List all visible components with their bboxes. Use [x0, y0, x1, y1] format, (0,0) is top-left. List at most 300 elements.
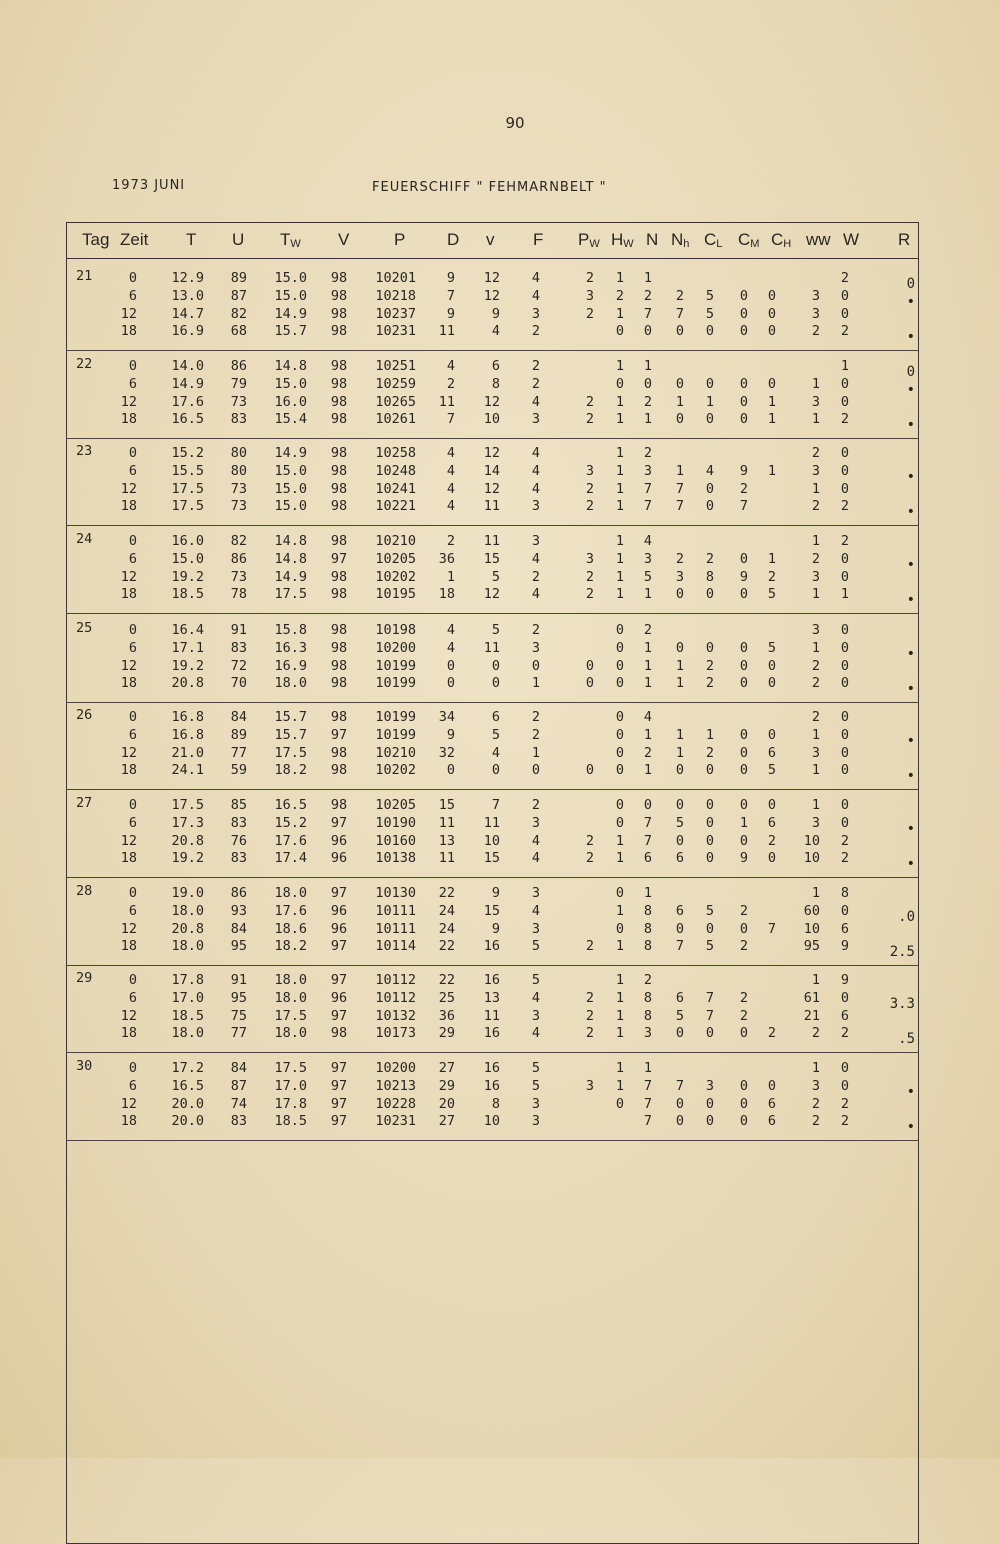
table-cell: 5 — [767, 762, 777, 779]
table-cell: • — [906, 820, 915, 837]
table-cell: 0 — [705, 797, 715, 813]
table-cell: 0 — [739, 411, 749, 428]
table-cell: 2 — [585, 850, 595, 867]
table-cell: 1 — [643, 639, 653, 656]
table-cell: 87 — [230, 1077, 247, 1094]
table-cell: 0 — [705, 1113, 715, 1130]
table-cell: 97 — [330, 972, 348, 988]
table-cell: 16.5 — [171, 411, 204, 428]
table-cell: 2 — [675, 287, 685, 304]
table-cell: 36 — [438, 550, 455, 567]
table-cell: 18.0 — [274, 885, 307, 901]
table-cell: 11 — [483, 498, 500, 515]
table-cell: 0 — [705, 762, 715, 779]
table-cell: 1 — [811, 1060, 820, 1076]
table-cell: 0 — [705, 814, 715, 831]
table-cell: 0 — [705, 639, 715, 656]
table-cell: 4 — [531, 586, 541, 603]
table-cell: 0 — [615, 323, 625, 340]
table-cell: 15.0 — [274, 462, 307, 479]
table-cell: 91 — [230, 622, 247, 638]
table-cell: 6 — [767, 744, 777, 761]
table-cell: 19.2 — [171, 568, 204, 585]
table-cell: 1 — [615, 989, 625, 1006]
table-cell: 20.8 — [171, 832, 204, 849]
table-cell: 2 — [840, 498, 850, 515]
table-cell: 0 — [705, 480, 715, 497]
table-cell: 14 — [483, 462, 500, 479]
table-cell: 2 — [643, 622, 653, 638]
table-cell: 0 — [840, 657, 850, 674]
table-cell: • — [906, 768, 915, 785]
table-cell: 1 — [767, 411, 777, 428]
table-cell: 5 — [705, 305, 715, 322]
table-cell: 17.0 — [171, 989, 204, 1006]
table-cell: 8 — [643, 902, 653, 919]
table-cell: 5 — [767, 639, 777, 656]
table-cell: 5 — [705, 902, 715, 919]
table-cell: 0 — [705, 411, 715, 428]
table-cell: 2 — [705, 675, 715, 692]
table-cell: 0 — [446, 762, 455, 779]
table-cell: 2 — [643, 972, 653, 988]
table-cell: • — [906, 1083, 915, 1100]
table-cell: 3 — [531, 1007, 541, 1024]
table-cell: 1 — [643, 586, 653, 603]
table-cell: 1 — [811, 375, 820, 392]
table-cell: • — [906, 732, 915, 749]
table-cell: 0 — [840, 762, 850, 779]
table-cell: 75 — [230, 1007, 247, 1024]
table-cell: 2 — [446, 533, 455, 549]
table-cell: 2 — [585, 411, 595, 428]
table-cell: 0 — [675, 1113, 685, 1130]
table-cell: 91 — [230, 972, 247, 988]
table-cell: 18.5 — [274, 1113, 307, 1130]
col-header-n: N — [646, 230, 659, 249]
table-cell: 10114 — [375, 938, 416, 955]
table-cell: 19.2 — [171, 657, 204, 674]
col-header-tag: Tag — [82, 230, 110, 249]
table-cell: 1 — [811, 586, 820, 603]
table-cell: 2 — [811, 709, 820, 725]
table-cell: 12 — [483, 287, 500, 304]
table-cell: 1 — [675, 462, 685, 479]
table-cell: 2 — [840, 411, 850, 428]
table-cell: 1 — [615, 462, 625, 479]
table-cell: 12 — [483, 586, 500, 603]
day-label: 30 — [76, 1058, 93, 1074]
table-cell: 3 — [531, 920, 541, 937]
table-cell: 1 — [615, 445, 625, 461]
table-cell: 18.0 — [171, 1025, 204, 1042]
table-cell: 97 — [330, 938, 348, 955]
table-cell: 4 — [531, 480, 541, 497]
day-label: 28 — [76, 883, 93, 899]
table-cell: 82 — [230, 533, 247, 549]
table-cell: 17.0 — [274, 1077, 307, 1094]
table-cell: 0 — [739, 726, 749, 743]
table-cell: 0 — [767, 375, 777, 392]
table-cell: 16.9 — [274, 657, 307, 674]
day-separator — [66, 525, 919, 526]
table-cell: 1 — [811, 480, 820, 497]
table-cell: 4 — [446, 622, 455, 638]
table-cell: 0 — [739, 287, 749, 304]
table-cell: 2 — [585, 1025, 595, 1042]
table-cell: 0 — [491, 762, 500, 779]
table-cell: • — [906, 381, 915, 398]
table-cell: 3 — [643, 550, 653, 567]
table-cell: 0 — [739, 639, 749, 656]
table-cell: 5 — [531, 938, 541, 955]
table-cell: 7 — [675, 1077, 685, 1094]
table-cell: 4 — [531, 445, 541, 461]
table-cell: 1 — [615, 393, 625, 410]
table-cell: 10205 — [375, 550, 416, 567]
table-cell: 8 — [840, 885, 850, 901]
table-cell: 1 — [615, 550, 625, 567]
table-cell: 24.1 — [171, 762, 204, 779]
table-cell: 6 — [128, 462, 137, 479]
table-cell: 0 — [840, 1077, 850, 1094]
table-cell: 1 — [615, 938, 625, 955]
table-cell: 16.8 — [171, 726, 204, 743]
table-cell: 0 — [840, 462, 850, 479]
table-cell: 59 — [230, 762, 247, 779]
table-cell: 12 — [120, 832, 137, 849]
table-cell: 12 — [483, 393, 500, 410]
table-cell: 18 — [120, 1025, 137, 1042]
table-cell: 8 — [643, 1007, 653, 1024]
table-cell: 0 — [840, 375, 850, 392]
table-cell: 16.9 — [171, 323, 204, 340]
table-cell: 0 — [906, 364, 915, 380]
table-cell: 0 — [705, 375, 715, 392]
table-cell: 80 — [230, 445, 247, 461]
table-cell: 1 — [615, 480, 625, 497]
table-cell: 9 — [491, 885, 500, 901]
table-cell: 5 — [705, 938, 715, 955]
table-cell: 0 — [705, 850, 715, 867]
table-cell: 2 — [531, 568, 541, 585]
table-cell: 3 — [811, 462, 820, 479]
table-cell: 15.7 — [274, 726, 307, 743]
table-cell: 4 — [531, 270, 541, 286]
table-cell: 0 — [675, 1025, 685, 1042]
table-cell: 2 — [840, 533, 850, 549]
table-cell: 1 — [840, 358, 850, 374]
day-separator — [66, 877, 919, 878]
table-cell: 1 — [615, 972, 625, 988]
table-cell: 18 — [120, 1113, 137, 1130]
col-header-v: V — [338, 230, 350, 249]
table-cell: 25 — [438, 989, 455, 1006]
table-cell: 0 — [675, 920, 685, 937]
table-cell: 3 — [531, 411, 541, 428]
table-cell: 17.8 — [171, 972, 204, 988]
table-cell: 97 — [330, 1007, 348, 1024]
table-cell: 7 — [643, 305, 653, 322]
table-cell: 14.8 — [274, 533, 307, 549]
table-cell: 7 — [446, 287, 455, 304]
table-cell: 6 — [767, 1095, 777, 1112]
table-cell: 8 — [491, 375, 500, 392]
table-cell: 0 — [840, 797, 850, 813]
table-cell: 18.0 — [171, 902, 204, 919]
table-cell: 0 — [840, 902, 850, 919]
table-cell: 34 — [438, 709, 455, 725]
table-cell: 0 — [739, 375, 749, 392]
table-cell: 98 — [330, 287, 348, 304]
table-cell: 12 — [120, 744, 137, 761]
table-cell: 0 — [739, 657, 749, 674]
table-cell: 10 — [483, 832, 500, 849]
table-cell: 7 — [643, 832, 653, 849]
table-cell: 98 — [330, 744, 348, 761]
table-cell: 1 — [811, 411, 820, 428]
table-cell: 0 — [675, 375, 685, 392]
table-cell: 10248 — [375, 462, 416, 479]
table-cell: 17.5 — [274, 1007, 307, 1024]
table-cell: 4 — [491, 323, 500, 340]
table-cell: 77 — [230, 1025, 247, 1042]
table-cell: 3 — [643, 1025, 653, 1042]
table-cell: 7 — [675, 938, 685, 955]
table-cell: 68 — [230, 323, 247, 340]
table-cell: 7 — [643, 1095, 653, 1112]
table-cell: 0 — [675, 411, 685, 428]
table-cell: 0 — [585, 762, 595, 779]
table-cell: • — [906, 1119, 915, 1136]
table-cell: 0 — [615, 885, 625, 901]
table-cell: 4 — [531, 989, 541, 1006]
day-label: 21 — [76, 268, 93, 284]
table-cell: 79 — [230, 375, 247, 392]
table-cell: 14.9 — [171, 375, 204, 392]
table-cell: 0 — [840, 287, 850, 304]
table-cell: 3 — [811, 622, 820, 638]
table-cell: 12 — [120, 393, 137, 410]
table-cell: 0 — [840, 989, 850, 1006]
table-cell: 0 — [128, 1060, 137, 1076]
table-cell: 10112 — [375, 972, 416, 988]
table-cell: 97 — [330, 1095, 348, 1112]
table-cell: 0 — [705, 323, 715, 340]
table-cell: 83 — [230, 850, 247, 867]
table-cell: 2 — [840, 850, 850, 867]
table-cell: 7 — [643, 1113, 653, 1130]
table-cell: 3 — [811, 1077, 820, 1094]
table-cell: 6 — [128, 639, 137, 656]
table-cell: 10265 — [375, 393, 416, 410]
table-cell: 0 — [491, 657, 500, 674]
table-cell: 89 — [230, 726, 247, 743]
table-cell: 12 — [120, 1095, 137, 1112]
table-cell: 4 — [531, 550, 541, 567]
table-cell: 1 — [675, 393, 685, 410]
table-cell: 2 — [811, 657, 820, 674]
table-cell: 3 — [531, 639, 541, 656]
table-cell: 14.8 — [274, 550, 307, 567]
table-cell: 0 — [840, 675, 850, 692]
table-cell: 4 — [446, 480, 455, 497]
table-cell: 16.0 — [171, 533, 204, 549]
table-cell: 16.5 — [274, 797, 307, 813]
table-cell: 4 — [705, 462, 715, 479]
table-cell: 2 — [585, 989, 595, 1006]
table-cell: 85 — [230, 797, 247, 813]
table-cell: 84 — [230, 920, 247, 937]
day-label: 23 — [76, 443, 93, 459]
table-cell: 10231 — [375, 323, 416, 340]
col-header-tw: $T_W$ — [280, 230, 301, 250]
table-cell: 73 — [230, 568, 247, 585]
table-cell: 2 — [811, 1095, 820, 1112]
day-separator — [66, 1052, 919, 1053]
table-cell: 1 — [615, 358, 625, 374]
day-label: 26 — [76, 707, 93, 723]
table-cell: 10202 — [375, 762, 416, 779]
col-header-w: W — [843, 230, 860, 249]
table-cell: • — [906, 293, 915, 310]
col-header-v: v — [486, 230, 495, 249]
day-separator — [66, 1140, 919, 1141]
table-cell: 3 — [585, 550, 595, 567]
table-cell: 11 — [438, 323, 455, 340]
table-cell: 0 — [128, 972, 137, 988]
table-cell: 18 — [120, 762, 137, 779]
table-cell: 10213 — [375, 1077, 416, 1094]
table-cell: 98 — [330, 393, 348, 410]
table-cell: 4 — [531, 287, 541, 304]
table-cell: 73 — [230, 480, 247, 497]
table-cell: 1 — [675, 675, 685, 692]
table-cell: 10237 — [375, 305, 416, 322]
table-cell: 0 — [675, 639, 685, 656]
table-cell: 0 — [531, 762, 541, 779]
table-cell: • — [906, 556, 915, 573]
table-cell: 0 — [739, 393, 749, 410]
table-cell: 2 — [811, 445, 820, 461]
col-header-zeit: Zeit — [120, 230, 149, 249]
table-cell: 10199 — [375, 709, 416, 725]
table-cell: 2 — [811, 675, 820, 692]
table-cell: 15.2 — [171, 445, 204, 461]
table-cell: 98 — [330, 1025, 348, 1042]
table-cell: 14.0 — [171, 358, 204, 374]
table-cell: 2 — [811, 1113, 820, 1130]
table-cell: 0 — [446, 675, 455, 692]
day-label: 22 — [76, 356, 93, 372]
table-cell: 5 — [531, 1060, 541, 1076]
table-cell: 10200 — [375, 1060, 416, 1076]
table-cell: 9 — [491, 305, 500, 322]
table-cell: 7 — [705, 1007, 715, 1024]
table-cell: 5 — [491, 726, 500, 743]
table-cell: 0 — [615, 726, 625, 743]
table-cell: 1 — [643, 657, 653, 674]
table-cell: 18.0 — [274, 675, 307, 692]
table-cell: 10259 — [375, 375, 416, 392]
table-cell: 12 — [120, 305, 137, 322]
table-cell: 1 — [615, 1025, 625, 1042]
table-cell: 10231 — [375, 1113, 416, 1130]
table-cell: 6 — [675, 850, 685, 867]
col-header-pw: $P_W$ — [578, 230, 600, 250]
col-header-f: F — [533, 230, 544, 249]
table-cell: 0 — [615, 709, 625, 725]
table-cell: 7 — [643, 480, 653, 497]
table-cell: 18 — [120, 411, 137, 428]
table-cell: 1 — [643, 1060, 653, 1076]
table-cell: 1 — [615, 270, 625, 286]
table-cell: 7 — [491, 797, 500, 813]
table-cell: 86 — [230, 358, 247, 374]
table-cell: 17.5 — [274, 744, 307, 761]
table-cell: 10195 — [375, 586, 416, 603]
table-cell: 7 — [739, 498, 749, 515]
table-cell: 9 — [840, 972, 850, 988]
table-cell: 97 — [330, 1060, 348, 1076]
table-cell: 15 — [438, 797, 455, 813]
table-cell: 1 — [446, 568, 455, 585]
table-cell: 7 — [643, 814, 653, 831]
table-cell: 19.2 — [171, 850, 204, 867]
table-cell: 3 — [811, 393, 820, 410]
table-cell: 6 — [128, 375, 137, 392]
table-cell: 1 — [531, 675, 541, 692]
table-cell: 96 — [330, 920, 348, 937]
table-cell: 10218 — [375, 287, 416, 304]
table-cell: 0 — [840, 305, 850, 322]
table-cell: 5 — [675, 1007, 685, 1024]
table-cell: 77 — [230, 744, 247, 761]
table-cell: 2 — [840, 1113, 850, 1130]
table-cell: 0 — [128, 445, 137, 461]
table-cell: 1 — [643, 270, 653, 286]
table-cell: 3 — [811, 568, 820, 585]
table-cell: 10202 — [375, 568, 416, 585]
table-cell: 96 — [330, 989, 348, 1006]
table-cell: 0 — [643, 323, 653, 340]
table-cell: 0 — [615, 797, 625, 813]
table-cell: 10199 — [375, 657, 416, 674]
table-cell: 7 — [675, 305, 685, 322]
table-cell: 93 — [230, 902, 247, 919]
table-cell: 15.4 — [274, 411, 307, 428]
table-cell: 15.0 — [171, 550, 204, 567]
table-cell: 17.2 — [171, 1060, 204, 1076]
table-cell: 11 — [438, 393, 455, 410]
table-cell: 0 — [643, 797, 653, 813]
table-cell: 7 — [705, 989, 715, 1006]
table-cell: 10228 — [375, 1095, 416, 1112]
table-cell: 16.4 — [171, 622, 204, 638]
table-cell: 97 — [330, 814, 348, 831]
table-cell: 16 — [483, 1077, 500, 1094]
table-cell: 18.0 — [274, 989, 307, 1006]
table-cell: 6 — [128, 989, 137, 1006]
table-cell: 9 — [446, 305, 455, 322]
table-cell: 12 — [120, 657, 137, 674]
table-cell: 98 — [330, 480, 348, 497]
table-cell: 83 — [230, 639, 247, 656]
table-cell: 10258 — [375, 445, 416, 461]
table-cell: 22 — [438, 938, 455, 955]
table-cell: 6 — [675, 902, 685, 919]
table-cell: 95 — [230, 989, 247, 1006]
